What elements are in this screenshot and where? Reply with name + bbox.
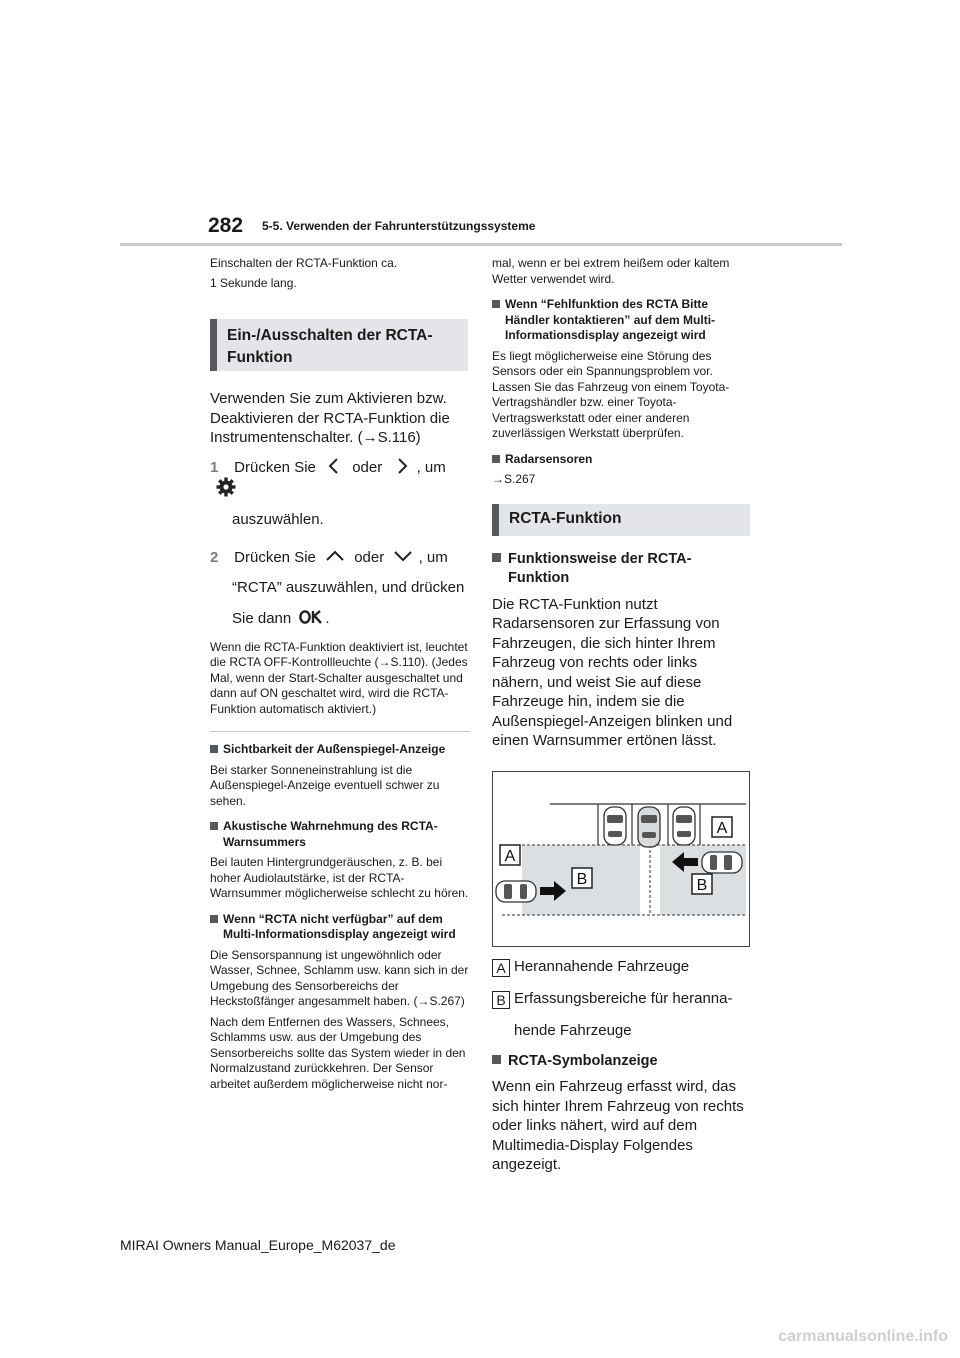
step-2-number: 2 [210, 548, 219, 566]
continued-text: mal, wenn er bei extrem heißem oder kaltem Wetter verwendet wird. [492, 256, 730, 286]
step-2 [210, 548, 470, 628]
step-1-um: , um [416, 458, 446, 476]
step-1-text-b: auszuwählen. [232, 510, 324, 528]
legend-a-badge: A [492, 959, 510, 977]
use-instructions: Verwenden Sie zum Aktivieren bzw. Deaktivieren der RCTA-Funktion die Instrumentenschalter. (→S.116) [210, 390, 450, 446]
bullet-square-icon [210, 915, 218, 923]
note-buzzer-title: Akustische Wahrnehmung des RCTA-Warnsummers [223, 819, 438, 849]
legend-b [492, 989, 750, 1009]
note-unavailable [210, 912, 470, 1093]
bullet-square-icon [210, 745, 218, 753]
note-buzzer [210, 819, 470, 902]
note-buzzer-text: Bei lauten Hintergrundgeräuschen, z. B. bei hoher Audiolautstärke, ist der RCTA-Warnsummer möglicherweise schlecht zu hören. [210, 855, 469, 900]
note-unavailable-text: Die Sensorspannung ist ungewöhnlich oder Wasser, Schnee, Schlamm usw. kann sich in der Umgebung des Sensorbereichs der Heckstoßfänger angesammelt haben. (→S.267) [210, 947, 469, 1008]
note-visibility [210, 742, 470, 809]
note-visibility-text: Bei starker Sonneneinstrahlung ist die Außenspiegel-Anzeige eventuell schwer zu sehen. [210, 762, 440, 808]
rcta-symbol-title: RCTA-Symbolanzeige [508, 1052, 658, 1069]
legend-b-text-2: hende Fahrzeuge [514, 1021, 632, 1039]
gear-icon [216, 477, 236, 497]
note-radar [492, 452, 750, 488]
label-b-left [572, 868, 592, 888]
label-a-left [500, 845, 520, 865]
section-heading-toggle: Ein-/Ausschalten der RCTA-Funktion [210, 319, 468, 371]
bullet-square-icon [492, 553, 501, 562]
chevron-left-icon [326, 458, 342, 474]
step-2-text-c: Sie dann [232, 609, 292, 627]
step-1-text-a: Drücken Sie [234, 458, 316, 476]
label-a-right [712, 817, 732, 837]
label-b-right-text: B [696, 876, 708, 894]
step-1 [210, 458, 470, 529]
note-malfunction [492, 297, 750, 442]
note-malfunction-title: Wenn “Fehlfunktion des RCTA Bitte Händler kontaktieren” auf dem Multi-Informationsdisplay angezeigt wird [505, 297, 716, 342]
note-malfunction-text: Es liegt möglicherweise eine Störung des Sensors oder ein Spannungsproblem vor. Lassen Sie das Fahrzeug von einem Toyota-Vertragshändler bzw. einer Toyota-Vertragswerkstatt oder einer anderen zuverlässigen Werkstatt überprüfen. [492, 348, 730, 440]
note-unavailable-text-2: Nach dem Entfernen des Wassers, Schnees, Schlamms usw. aus der Umgebung des Sensorbereichs sollte das System wieder in den Normalzustand zurückkehren. Der Sensor arbeitet außerdem möglicherweise nicht nor- [210, 1014, 466, 1091]
note-radar-title: Radarsensoren [505, 451, 593, 466]
step-2-text-d: . [325, 609, 330, 627]
page-number: 282 [208, 214, 244, 237]
rcta-diagram [492, 771, 750, 947]
rcta-function-section [492, 550, 750, 751]
note-radar-text: →S.267 [492, 472, 536, 486]
chevron-down-icon [394, 550, 412, 562]
legend-a [492, 957, 750, 977]
bullet-square-icon [210, 822, 218, 830]
label-b-right [692, 874, 712, 894]
bullet-square-icon [492, 1055, 501, 1064]
chevron-right-icon [394, 458, 410, 474]
rcta-function-title: Funktionsweise der RCTA-Funktion [508, 550, 692, 586]
step-2-or: oder [354, 548, 385, 566]
bullet-square-icon [492, 455, 500, 463]
note-divider [210, 731, 470, 732]
legend-b-badge: B [492, 991, 510, 1009]
legend-b-text: Erfassungsbereiche für heranna- [514, 989, 733, 1007]
bullet-square-icon [492, 300, 500, 308]
section-heading-rcta: RCTA-Funktion [492, 504, 750, 536]
rcta-function-text: Die RCTA-Funktion nutzt Radarsensoren zur Erfassung von Fahrzeugen, die sich hinter Ihrem Fahrzeug von rechts oder links nähern, und weist Sie auf diese Fahrzeuge hin, indem sie die Außenspiegel-Anzeigen blinken und einen Warnsummer ertönen lässt. [492, 595, 733, 749]
left-column [210, 256, 470, 1092]
step-1-or: oder [352, 458, 383, 476]
chevron-up-icon [326, 550, 344, 562]
header-divider [120, 243, 842, 246]
label-b-left-text: B [576, 870, 588, 888]
watermark: carmanualsonline.info [778, 1328, 948, 1345]
note-unavailable-title: Wenn “RCTA nicht verfügbar” auf dem Multi-Informationsdisplay angezeigt wird [223, 911, 456, 941]
own-car-icon [638, 807, 660, 847]
parked-car-icon [673, 807, 695, 845]
step-1-number: 1 [210, 458, 219, 476]
note-visibility-title: Sichtbarkeit der Außenspiegel-Anzeige [223, 742, 446, 756]
parked-car-icon [604, 807, 626, 845]
step-2-um: , um [418, 548, 448, 566]
ok-button-icon [299, 610, 325, 624]
rcta-symbol-section [492, 1052, 750, 1175]
rcta-symbol-text: Wenn ein Fahrzeug erfasst wird, das sich hinter Ihrem Fahrzeug von rechts oder links nähert, wird auf dem Multimedia-Display Folgendes angezeigt. [492, 1078, 744, 1173]
label-a-right-text: A [716, 819, 728, 837]
deactivation-note: Wenn die RCTA-Funktion deaktiviert ist, leuchtet die RCTA OFF-Kontrollleuchte (→S.110). (Jedes Mal, wenn der Start-Schalter ausgeschaltet und dann auf ON geschaltet wird, wird die RCTA-Funktion automatisch aktiviert.) [210, 639, 468, 716]
footer-text: MIRAI Owners Manual_Europe_M62037_de [120, 1237, 396, 1253]
approaching-car-left-icon [496, 881, 536, 902]
step-2-text-a: Drücken Sie [234, 548, 316, 566]
intro-line-1: Einschalten der RCTA-Funktion ca. [210, 256, 398, 270]
intro-line-2: 1 Sekunde lang. [210, 275, 297, 290]
section-title: 5-5. Verwenden der Fahrunterstützungssysteme [262, 219, 536, 233]
step-2-text-b: “RCTA” auszuwählen, und drücken [232, 578, 465, 596]
label-a-left-text: A [504, 847, 516, 865]
approaching-car-right-icon [702, 852, 742, 873]
right-column [492, 256, 750, 1175]
legend-a-text: Herannahende Fahrzeuge [514, 957, 690, 975]
